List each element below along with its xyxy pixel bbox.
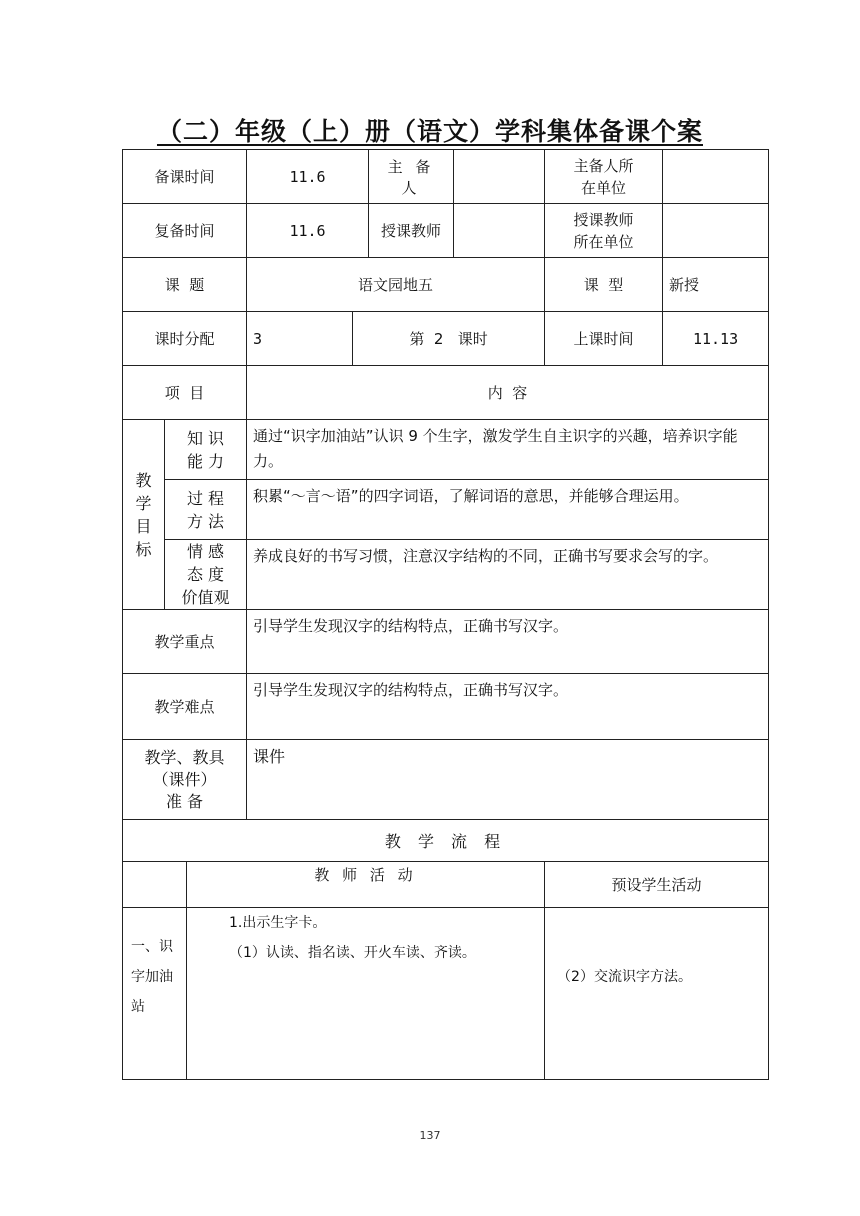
lead-preparer-label: 主 备 人 <box>369 150 454 204</box>
lesson-plan-table <box>122 149 769 1080</box>
goal-process-label: 过 程 方 法 <box>165 480 247 540</box>
teaching-goals-label: 教 学 目 标 <box>123 420 165 610</box>
difficulty-text: 引导学生发现汉字的结构特点，正确书写汉字。 <box>247 674 769 740</box>
key-point-label: 教学重点 <box>123 610 247 674</box>
lead-preparer-value <box>454 150 545 204</box>
teacher-activity-line-1: 1.出示生字卡。 <box>229 915 327 931</box>
key-point-text: 引导学生发现汉字的结构特点，正确书写汉字。 <box>247 610 769 674</box>
teacher-value <box>454 204 545 258</box>
teacher-unit-value <box>663 204 769 258</box>
lesson-type-label: 课 型 <box>545 258 663 312</box>
difficulty-label: 教学难点 <box>123 674 247 740</box>
lead-preparer-unit-value <box>663 150 769 204</box>
period-allocation-value: 3 <box>247 312 353 366</box>
teacher-activity-line-2: （1）认读、指名读、开火车读、齐读。 <box>229 945 476 961</box>
review-time-label: 复备时间 <box>123 204 247 258</box>
lesson-type-value: 新授 <box>663 258 769 312</box>
page-number: 137 <box>419 1129 441 1142</box>
student-activity-header: 预设学生活动 <box>545 862 769 908</box>
teacher-activity-content <box>187 908 545 1080</box>
materials-label: 教学、教具 （课件） 准 备 <box>123 740 247 820</box>
topic-label: 课 题 <box>123 258 247 312</box>
flow-step-header <box>123 862 187 908</box>
review-time-value: 11.6 <box>247 204 369 258</box>
teacher-label: 授课教师 <box>369 204 454 258</box>
flow-step-label: 一、识 字加油 站 <box>123 908 187 1080</box>
item-header: 项 目 <box>123 366 247 420</box>
period-allocation-label: 课时分配 <box>123 312 247 366</box>
goal-attitude-text: 养成良好的书写习惯，注意汉字结构的不同，正确书写要求会写的字。 <box>247 540 769 610</box>
goal-process-text: 积累“～言～语”的四字词语，了解词语的意思，并能够合理运用。 <box>247 480 769 540</box>
prep-time-value: 11.6 <box>247 150 369 204</box>
period-number: 第 2 课时 <box>353 312 545 366</box>
student-activity-content: （2）交流识字方法。 <box>545 908 769 1080</box>
goal-knowledge-label: 知 识 能 力 <box>165 420 247 480</box>
topic-value: 语文园地五 <box>247 258 545 312</box>
content-header: 内 容 <box>247 366 769 420</box>
teacher-unit-label: 授课教师 所在单位 <box>545 204 663 258</box>
page-title: （二）年级（上）册（语文）学科集体备课个案 <box>156 117 703 146</box>
prep-time-label: 备课时间 <box>123 150 247 204</box>
goal-knowledge-text: 通过“识字加油站”认识 9 个生字，激发学生自主识字的兴趣，培养识字能力。 <box>247 420 769 480</box>
teaching-flow-header: 教 学 流 程 <box>123 820 769 862</box>
teacher-activity-header: 教 师 活 动 <box>187 862 545 908</box>
lead-preparer-unit-label: 主备人所 在单位 <box>545 150 663 204</box>
class-time-label: 上课时间 <box>545 312 663 366</box>
materials-text: 课件 <box>247 740 769 820</box>
class-time-value: 11.13 <box>663 312 769 366</box>
goal-attitude-label: 情 感 态 度 价值观 <box>165 540 247 610</box>
